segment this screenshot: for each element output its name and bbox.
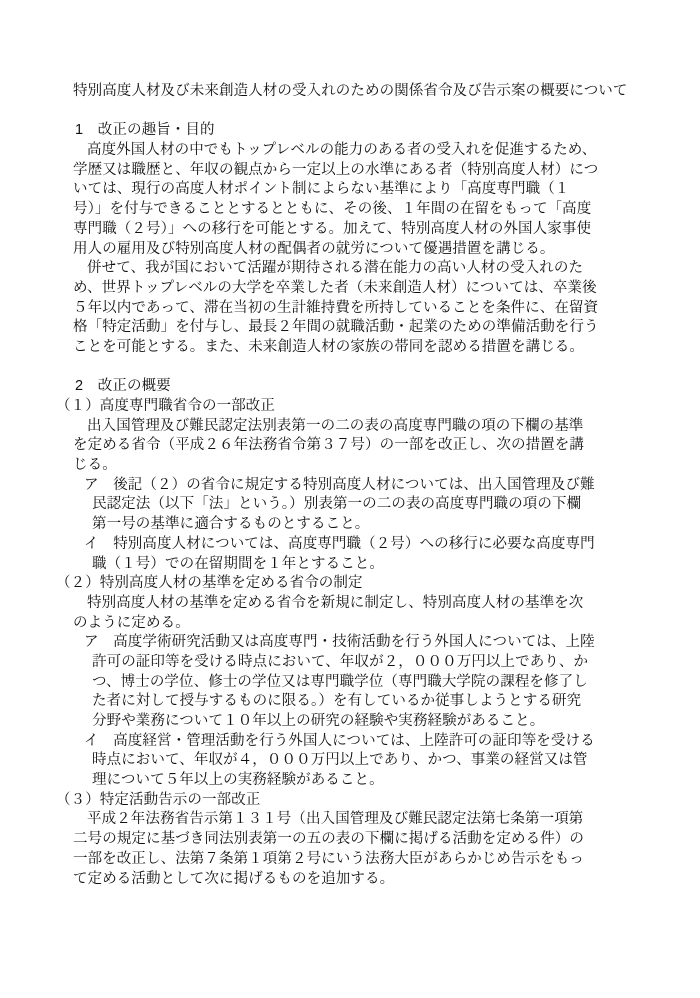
doc-line: 民認定法（以下「法」という。）別表第一の二の表の高度専門職の項の下欄 <box>92 496 582 513</box>
doc-line: ア 後記（２）の省令に規定する特別高度人材については、出入国管理及び難 <box>84 476 595 493</box>
doc-line: のように定める。 <box>73 614 190 631</box>
doc-line: 許可の証印等を受ける時点において、年収が２，０００万円以上であり、か <box>92 653 589 670</box>
doc-line: 第一号の基準に適合するものとすること。 <box>92 516 370 533</box>
doc-line: た者に対して授与するものに限る。）を有しているか従事しようとする研究 <box>92 693 582 710</box>
doc-line: ア 高度学術研究活動又は高度専門・技術活動を行う外国人については、上陸 <box>84 634 595 651</box>
doc-line: （３）特定活動告示の一部改正 <box>56 791 261 808</box>
blank-line <box>0 358 700 378</box>
doc-line: 格「特定活動」を付与し、最長２年間の就職活動・起業のための準備活動を行う <box>73 319 599 336</box>
doc-line: （２）特別高度人材の基準を定める省令の制定 <box>56 575 363 592</box>
doc-line: イ 特別高度人材については、高度専門職（２号）への移行に必要な高度専門 <box>84 535 595 552</box>
doc-line: いては、現行の高度人材ポイント制によらない基準により「高度専門職（１ <box>73 181 570 198</box>
document-title: 特別高度人材及び未来創造人材の受入れのための関係省令及び告示案の概要について <box>73 83 628 99</box>
doc-line: 用人の雇用及び特別高度人材の配偶者の就労について優遇措置を講じる。 <box>73 240 555 257</box>
doc-line: 二号の規定に基づき同法別表第一の五の表の下欄に掲げる活動を定める件）の <box>73 831 584 848</box>
blank-line <box>0 102 700 122</box>
doc-line: 分野や業務について１０年以上の研究の経験や実務経験があること。 <box>92 713 545 729</box>
doc-line: を定める省令（平成２６年法務省令第３７号）の一部を改正し、次の措置を講 <box>73 437 584 454</box>
doc-line: 平成２年法務省告示第１３１号（出入国管理及び難民認定法第七条第一項第 <box>87 811 584 828</box>
doc-line: 専門職（２号）」への移行を可能とする。加えて、特別高度人材の外国人家事使 <box>73 220 592 237</box>
doc-line: め、世界トップレベルの大学を卒業した者（未来創造人材）については、卒業後 <box>73 279 597 296</box>
doc-line: 高度外国人材の中でもトップレベルの能力のある者の受入れを促進するため、 <box>87 142 597 159</box>
doc-line: じる。 <box>73 457 117 474</box>
doc-line: 2 改正の概要 <box>75 378 171 395</box>
doc-line: 時点において、年収が４，０００万円以上であり、かつ、事業の経営又は管 <box>92 752 588 769</box>
doc-line: 号）」を付与できることとするとともに、その後、１年間の在留をもって「高度 <box>73 201 592 218</box>
doc-line: 学歴又は職歴と、年収の観点から一定以上の水準にある者（特別高度人材）につ <box>73 161 599 178</box>
doc-line: 一部を改正し、法第７条第１項第２号にいう法務大臣があらかじめ告示をもっ <box>73 850 584 867</box>
doc-line: ５年以内であって、滞在当初の生計維持費を所持していることを条件に、在留資 <box>73 299 599 316</box>
doc-lines <box>0 102 700 890</box>
doc-line: イ 高度経営・管理活動を行う外国人については、上陸許可の証印等を受ける <box>84 732 595 749</box>
doc-line: （１）高度専門職省令の一部改正 <box>56 398 275 414</box>
doc-line: 理について５年以上の実務経験があること。 <box>92 772 384 789</box>
doc-line: 出入国管理及び難民認定法別表第一の二の表の高度専門職の項の下欄の基準 <box>87 417 584 434</box>
doc-line: て定める活動として次に掲げるものを追加する。 <box>73 870 395 887</box>
doc-line: 併せて、我が国において活躍が期待される潜在能力の高い人材の受入れのた <box>87 260 584 277</box>
doc-line: 1 改正の趣旨・目的 <box>75 122 215 139</box>
doc-line: ことを可能とする。また、未来創造人材の家族の帯同を認める措置を講じる。 <box>73 338 584 355</box>
doc-line: つ、博士の学位、修士の学位又は専門職学位（専門職大学院の課程を修了し <box>92 673 588 690</box>
doc-line: 特別高度人材の基準を定める省令を新規に制定し、特別高度人材の基準を次 <box>87 594 584 611</box>
doc-line: 職（１号）での在留期間を１年とすること。 <box>92 555 384 572</box>
